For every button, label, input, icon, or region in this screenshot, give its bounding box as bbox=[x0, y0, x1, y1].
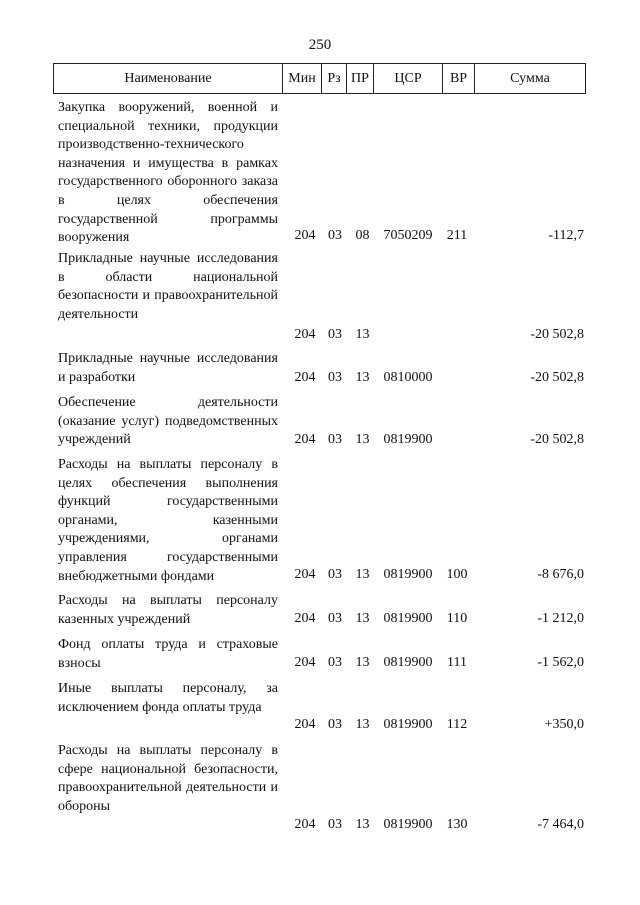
table-row bbox=[53, 456, 586, 586]
row-pr: 13 bbox=[355, 370, 370, 385]
row-vr: 110 bbox=[446, 611, 468, 626]
table-header bbox=[53, 63, 586, 94]
row-pr: 13 bbox=[355, 611, 370, 626]
row-rz: 03 bbox=[328, 432, 342, 447]
row-values bbox=[53, 716, 586, 734]
row-values bbox=[53, 816, 586, 834]
row-min: 204 bbox=[294, 327, 316, 342]
row-min: 204 bbox=[294, 817, 316, 832]
header-name: Наименование bbox=[54, 64, 283, 93]
row-csr: 0819900 bbox=[383, 817, 433, 832]
table-row bbox=[53, 99, 586, 249]
row-sum: -1 562,0 bbox=[537, 655, 584, 670]
row-vr: 130 bbox=[446, 817, 468, 832]
row-sum: -20 502,8 bbox=[530, 432, 584, 447]
row-values bbox=[53, 566, 586, 584]
row-csr: 0819900 bbox=[383, 567, 433, 582]
table-row bbox=[53, 350, 586, 390]
row-min: 204 bbox=[294, 567, 316, 582]
table-row bbox=[53, 636, 586, 676]
row-values bbox=[53, 369, 586, 387]
row-vr: 100 bbox=[446, 567, 468, 582]
row-rz: 03 bbox=[328, 611, 342, 626]
row-rz: 03 bbox=[328, 655, 342, 670]
row-vr: 111 bbox=[447, 655, 467, 670]
row-sum: -112,7 bbox=[548, 228, 584, 243]
row-pr: 08 bbox=[355, 228, 370, 243]
row-pr: 13 bbox=[355, 327, 370, 342]
row-values bbox=[53, 227, 586, 245]
row-sum: -7 464,0 bbox=[537, 817, 584, 832]
row-csr: 0810000 bbox=[383, 370, 433, 385]
row-values bbox=[53, 431, 586, 449]
table-row bbox=[53, 394, 586, 454]
row-values bbox=[53, 610, 586, 628]
row-min: 204 bbox=[294, 717, 316, 732]
header-rz: Рз bbox=[322, 64, 347, 93]
row-name: Расходы на выплаты персоналу в целях обеспечения выполнения функций государственными органами, казенными учреждениями, органами управления государственными внебюджетными фондами bbox=[58, 457, 278, 584]
row-csr: 0819900 bbox=[383, 611, 433, 626]
table-row bbox=[53, 250, 586, 345]
row-pr: 13 bbox=[355, 655, 370, 670]
header-sum: Сумма bbox=[510, 70, 550, 86]
table-row bbox=[53, 592, 586, 632]
row-csr: 0819900 bbox=[383, 717, 433, 732]
header-vr: ВР bbox=[443, 64, 475, 93]
row-name: Расходы на выплаты персоналу казенных учреждений bbox=[58, 593, 278, 627]
row-sum: -20 502,8 bbox=[530, 327, 584, 342]
row-sum: -20 502,8 bbox=[530, 370, 584, 385]
row-rz: 03 bbox=[328, 370, 342, 385]
header-min: Мин bbox=[283, 64, 322, 93]
row-csr: 0819900 bbox=[383, 655, 433, 670]
row-vr: 112 bbox=[446, 717, 468, 732]
row-name: Фонд оплаты труда и страховые взносы bbox=[58, 637, 278, 671]
row-min: 204 bbox=[294, 370, 316, 385]
row-values bbox=[53, 654, 586, 672]
row-pr: 13 bbox=[355, 717, 370, 732]
row-name: Обеспечение деятельности (оказание услуг) подведомственных учреждений bbox=[58, 395, 278, 448]
header-pr: ПР bbox=[347, 64, 374, 93]
row-rz: 03 bbox=[328, 567, 342, 582]
row-name: Прикладные научные исследования в области национальной безопасности и правоохранительной деятельности bbox=[58, 251, 278, 322]
row-name: Прикладные научные исследования и разработки bbox=[58, 351, 278, 385]
row-name: Расходы на выплаты персоналу в сфере национальной безопасности, правоохранительной деятельности и обороны bbox=[58, 743, 278, 814]
row-min: 204 bbox=[294, 611, 316, 626]
row-rz: 03 bbox=[328, 817, 342, 832]
row-rz: 03 bbox=[328, 717, 342, 732]
row-rz: 03 bbox=[328, 327, 342, 342]
table-row bbox=[53, 680, 586, 740]
row-pr: 13 bbox=[355, 432, 370, 447]
row-sum: -8 676,0 bbox=[537, 567, 584, 582]
page-number: 250 bbox=[308, 37, 332, 53]
row-values bbox=[53, 326, 586, 344]
row-csr: 0819900 bbox=[383, 432, 433, 447]
row-sum: +350,0 bbox=[544, 717, 584, 732]
row-min: 204 bbox=[294, 432, 316, 447]
row-name: Закупка вооружений, военной и специальной техники, продукции производственно-технического назначения и имущества в рамках государственного оборонного заказа в целях обеспечения государственной программы вооружения bbox=[58, 100, 278, 246]
row-name: Иные выплаты персоналу, за исключением фонда оплаты труда bbox=[58, 681, 278, 715]
row-min: 204 bbox=[294, 228, 316, 243]
row-csr: 7050209 bbox=[383, 228, 433, 243]
header-csr: ЦСР bbox=[374, 64, 443, 93]
row-pr: 13 bbox=[355, 567, 370, 582]
row-rz: 03 bbox=[328, 228, 342, 243]
row-vr: 211 bbox=[446, 228, 468, 243]
row-min: 204 bbox=[294, 655, 316, 670]
row-sum: -1 212,0 bbox=[537, 611, 584, 626]
table-row bbox=[53, 742, 586, 837]
row-pr: 13 bbox=[355, 817, 370, 832]
